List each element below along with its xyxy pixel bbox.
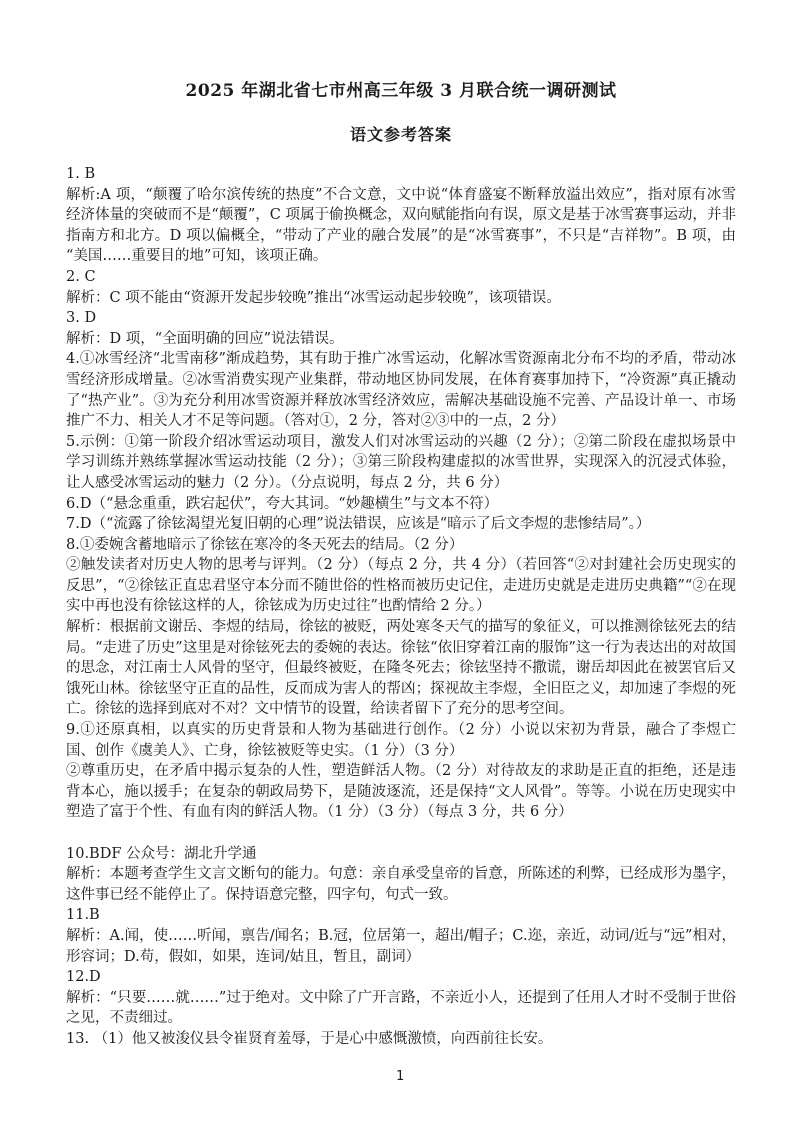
explanation-2: 解析：C 项不能由“资源开发起步较晚”推出“冰雪运动起步较晚”，该项错误。: [66, 289, 561, 306]
document-title: 2025 年湖北省七市州高三年级 3 月联合统一调研测试: [185, 81, 617, 101]
answer-7: 7.D（“流露了徐铉渴望光复旧朝的心理”说法错误，应该是“暗示了后文李煜的悲惨结局”。）: [66, 516, 651, 533]
answer-6: 6.D（“悬念重重，跌宕起伏”，夸大其词。“妙趣横生”与文本不符）: [66, 495, 499, 512]
answer-4: 4.①冰雪经济“北雪南移”渐成趋势，其有助于推广冰雪运动，化解冰雪资源南北分布不均的矛盾，带动冰雪经济形成增量。②冰雪消费实现产业集群，带动地区协同发展，在体育赛事加持下，“冷资源”真正撬动了“热产业”。③为充分利用冰雪资源并释放冰雪经济效应，需解决基础设施不完善、产品设计单一、市场推广不力、相关人才不足等问题。（答对①，2 分，答对②③中的一点，2 分）: [66, 351, 736, 430]
answer-3: 3. D: [66, 310, 97, 327]
answer-8-point-1: 8.①委婉含蓄地暗示了徐铉在寒冷的冬天死去的结局。（2 分）: [66, 536, 464, 553]
answer-key-body: [66, 164, 736, 1050]
explanation-12: 解析：“只要……就……”过于绝对。文中除了广开言路，不亲近小人，还提到了任用人才时不受制于世俗之见，不责细过。: [66, 989, 736, 1027]
answer-11: 11.B: [66, 907, 100, 924]
answer-9-point-2: ②尊重历史，在矛盾中揭示复杂的人性，塑造鲜活人物。（2 分）对待故友的求助是正直的拒绝，还是违背本心，施以援手；在复杂的朝政局势下，是随波逐流，还是保持“文人风骨”。等等。小说在历史现实中塑造了富于个性、有血有肉的鲜活人物。（1 分）（3 分）（每点 3 分，共 6 分）: [66, 763, 736, 821]
answer-13: 13. （1）他又被浚仪县令崔贤育羞辱，于是心中感慨激愤，向西前往长安。: [66, 1030, 553, 1047]
answer-10: 10.BDF 公众号：湖北升学通: [66, 845, 257, 862]
answer-12: 12.D: [66, 969, 101, 986]
answer-5: 5.示例：①第一阶段介绍冰雪运动项目，激发人们对冰雪运动的兴趣（2 分）；②第二阶段在虚拟场景中学习训练并熟练掌握冰雪运动技能（2 分）；③第三阶段构建虚拟的冰雪世界，实现深入的沉浸式体验，让人感受冰雪运动的魅力（2 分）。（分点说明，每点 2 分，共 6 分）: [66, 433, 736, 491]
document-subtitle: 语文参考答案: [349, 125, 452, 144]
explanation-11: 解析：A.闻，使……听闻，禀告/闻名；B.冠，位居第一，超出/帽子；C.迩，亲近，动词/近与“远”相对，形容词；D.苟，假如，如果，连词/姑且，暂且，副词）: [66, 927, 736, 965]
answer-2: 2. C: [66, 268, 96, 285]
explanation-1: 解析:A 项，“颠覆了哈尔滨传统的热度”不合文意，文中说“体育盛宴不断释放溢出效应”，指对原有冰雪经济体量的突破而不是“颠覆”，C 项属于偷换概念，双向赋能指向有误，原文是基于冰雪赛事运动，并非指南方和北方。D 项以偏概全，“带动了产业的融合发展”的是“冰雪赛事”，不只是“吉祥物”。B 项，由“美国……重要目的地”可知，该项正确。: [66, 186, 736, 265]
page-number: 1: [395, 1068, 405, 1084]
explanation-8: 解析：根据前文谢岳、李煜的结局，徐铉的被贬，两处寒冬天气的描写的象征义，可以推测徐铉死去的结局。“走进了历史”这里是对徐铉死去的委婉的表达。徐铉“依旧穿着江南的服饰”这一行为表达出的对故国的思念，对江南士人风骨的坚守，但最终被贬，在隆冬死去；徐铉坚持不撒谎，谢岳却因此在被罢官后又饿死山林。徐铉坚守正直的品性，反而成为害人的帮凶；探视故主李煜，全旧臣之义，却加速了李煜的死亡。徐铉的选择到底对不对？文中情节的设置，给读者留下了充分的思考空间。: [66, 619, 736, 718]
explanation-3: 解析：D 项，“全面明确的回应”说法错误。: [66, 330, 344, 347]
answer-1: 1. B: [66, 166, 96, 182]
explanation-10: 解析：本题考查学生文言文断句的能力。句意：亲自承受皇帝的旨意，所陈述的利弊，已经成形为墨字，这件事已经不能停止了。保持语意完整，四字句，句式一致。: [66, 866, 736, 903]
answer-9-point-1: 9.①还原真相，以真实的历史背景和人物为基础进行创作。（2 分）小说以宋初为背景，融合了李煜亡国、创作《虞美人》、亡身，徐铉被贬等史实。（1 分）（3 分）: [66, 722, 736, 759]
answer-8-point-2: ②触发读者对历史人物的思考与评判。（2 分）（每点 2 分，共 4 分）（若回答“②对封建社会历史现实的反思”，“②徐铉正直忠君坚守本分而不随世俗的性格而被历史记住，走进历史就是走进历史典籍”“②在现实中再也没有徐铉这样的人，徐铉成为历史过往”也酌情给 2 分。）: [66, 557, 736, 615]
